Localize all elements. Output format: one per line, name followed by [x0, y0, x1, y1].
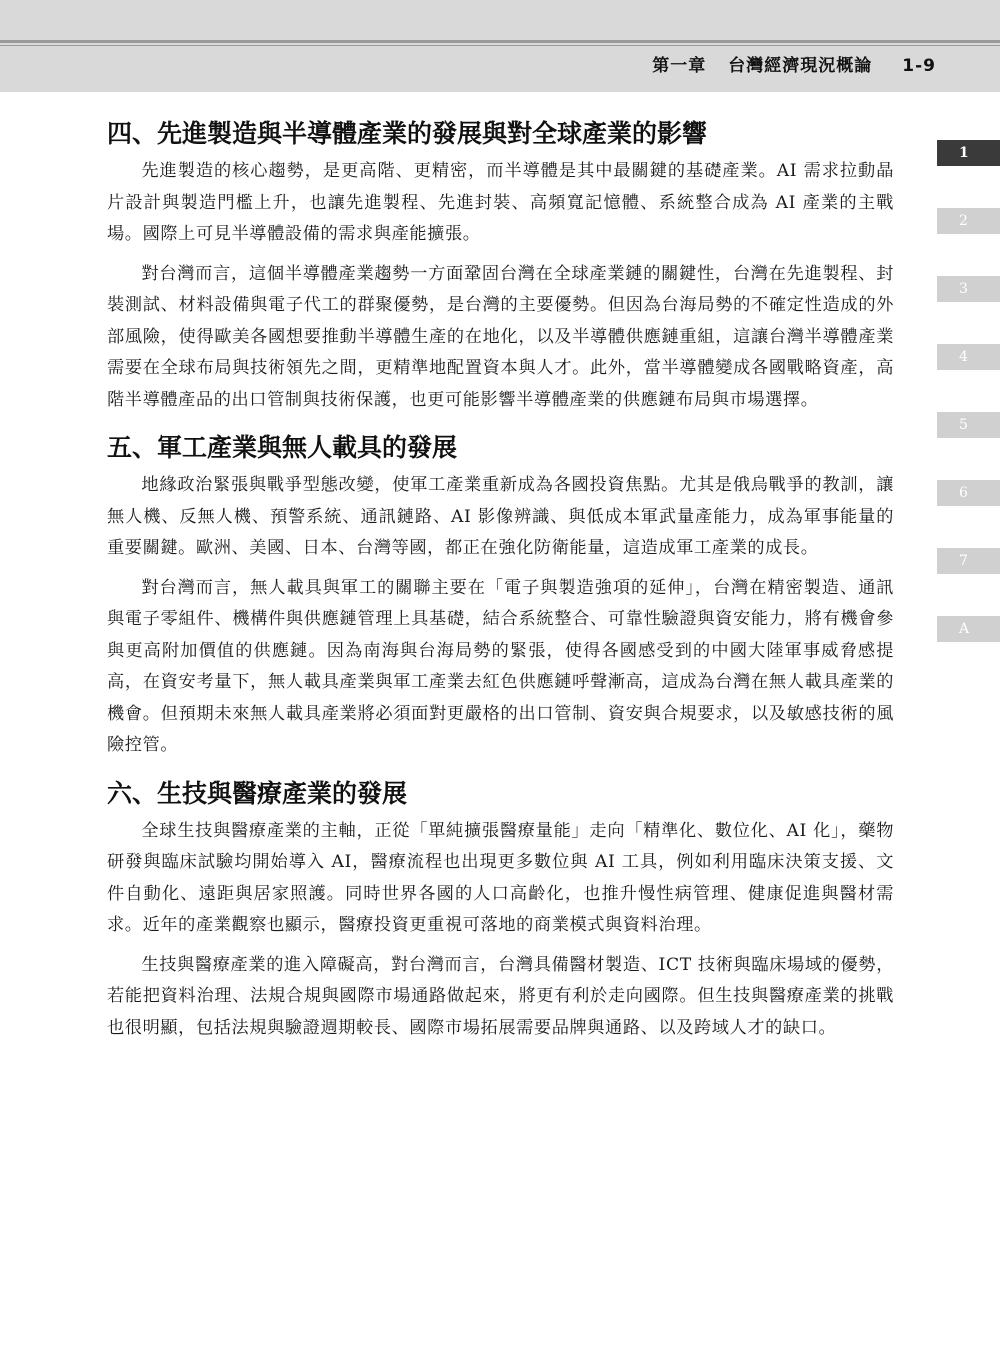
chapter-tab-2: 2 [937, 208, 1000, 234]
section-4-paragraph-1: 先進製造的核心趨勢，是更高階、更精密，而半導體是其中最關鍵的基礎產業。AI 需求拉動晶片設計與製造門檻上升，也讓先進製程、先進封裝、高頻寬記憶體、系統整合成為 AI 產業的主戰場。國際上可見半導體設備的需求與產能擴張。 [107, 161, 894, 244]
page-number: 1-9 [902, 56, 936, 76]
chapter-tab-1: 1 [937, 140, 1000, 166]
header-rule-thick [0, 40, 1000, 43]
section-6-paragraph-2: 生技與醫療產業的進入障礙高，對台灣而言，台灣具備醫材製造、ICT 技術與臨床場域的優勢，若能把資料治理、法規合規與國際市場通路做起來，將更有利於走向國際。但生技與醫療產業的挑戰也很明顯，包括法規與驗證週期較長、國際市場拓展需要品牌與通路、以及跨域人才的缺口。 [107, 954, 894, 1038]
chapter-tab-6: 6 [937, 480, 1000, 506]
chapter-tab-3: 3 [937, 276, 1000, 302]
section-heading-4: 四、先進製造與半導體產業的發展與對全球產業的影響 [107, 119, 708, 148]
running-header [652, 51, 936, 76]
section-5-paragraph-2: 對台灣而言，無人載具與軍工的關聯主要在「電子與製造強項的延伸」，台灣在精密製造、通訊與電子零組件、機構件與供應鏈管理上具基礎，結合系統整合、可靠性驗證與資安能力，將有機會參與更高附加價值的供應鏈。因為南海與台海局勢的緊張，使得各國感受到的中國大陸軍事威脅感提高，在資安考量下，無人載具產業與軍工產業去紅色供應鏈呼聲漸高，這成為台灣在無人載具產業的機會。但預期未來無人載具產業將必須面對更嚴格的出口管制、資安與合規要求，以及敏感技術的風險控管。 [107, 577, 894, 755]
chapter-tab-7: 7 [937, 548, 1000, 574]
section-heading-6: 六、生技與醫療產業的發展 [107, 778, 408, 808]
chapter-title: 台灣經濟現況概論 [728, 56, 873, 76]
chapter-label: 第一章 [652, 56, 707, 76]
section-6-paragraph-1: 全球生技與醫療產業的主軸，正從「單純擴張醫療量能」走向「精準化、數位化、AI 化」，藥物研發與臨床試驗均開始導入 AI，醫療流程也出現更多數位與 AI 工具，例如利用臨床決策支援、文件自動化、遠距與居家照護。同時世界各國的人口高齡化，也推升慢性病管理、健康促進與醫材需求。近年的產業觀察也顯示，醫療投資更重視可落地的商業模式與資料治理。 [107, 820, 894, 935]
section-5-paragraph-1: 地緣政治緊張與戰爭型態改變，使軍工產業重新成為各國投資焦點。尤其是俄烏戰爭的教訓，讓無人機、反無人機、預警系統、通訊鏈路、AI 影像辨識、與低成本軍武量產能力，成為軍事能量的重要關鍵。歐洲、美國、日本、台灣等國，都正在強化防衛能量，這造成軍工產業的成長。 [107, 475, 894, 558]
chapter-tab-4: 4 [937, 344, 1000, 370]
chapter-tab-a: A [937, 616, 1000, 642]
section-4-paragraph-2: 對台灣而言，這個半導體產業趨勢一方面鞏固台灣在全球產業鏈的關鍵性，台灣在先進製程、封裝測試、材料設備與電子代工的群聚優勢，是台灣的主要優勢。但因為台海局勢的不確定性造成的外部風險，使得歐美各國想要推動半導體生產的在地化，以及半導體供應鏈重組，這讓台灣半導體產業需要在全球布局與技術領先之間，更精準地配置資本與人才。此外，當半導體變成各國戰略資產，高階半導體產品的出口管制與技術保護，也更可能影響半導體產業的供應鏈布局與市場選擇。 [107, 263, 894, 410]
chapter-tab-5: 5 [937, 412, 1000, 438]
section-heading-5: 五、軍工產業與無人載具的發展 [107, 433, 458, 462]
running-header-band [0, 0, 1000, 92]
page-body [107, 112, 894, 1044]
header-rule-thin [0, 45, 1000, 46]
